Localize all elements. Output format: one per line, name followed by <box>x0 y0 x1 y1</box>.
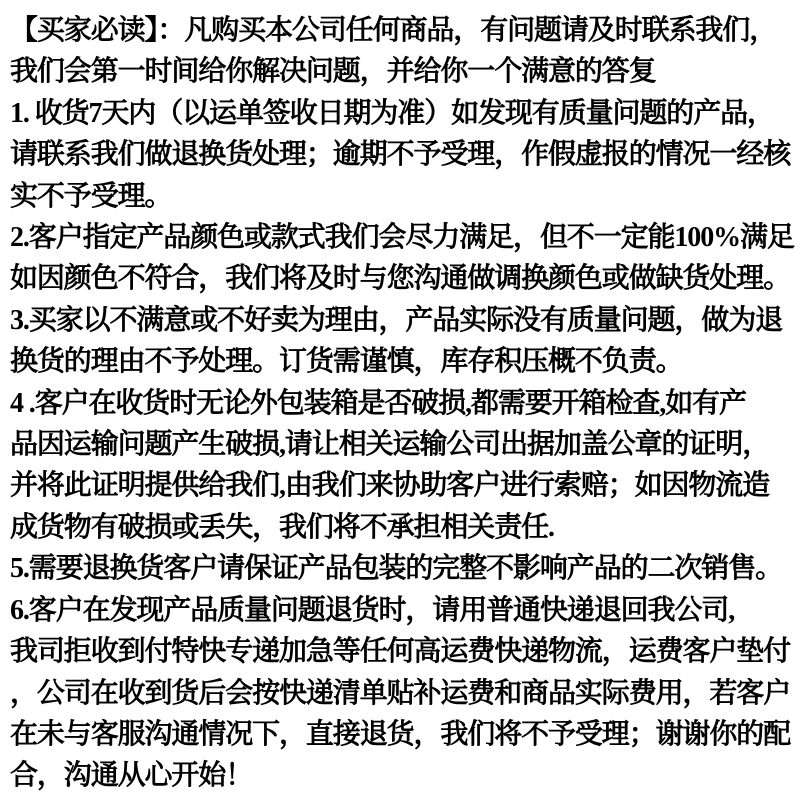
notice-line-item6: 6.客户在发现产品质量问题退货时，请用普通快递退回我公司, <box>10 594 735 626</box>
notice-title-line: 【买家必读】：凡购买本公司任何商品，有问题请及时联系我们， <box>10 15 777 46</box>
notice-line: 成货物有破损或丢失，我们将不承担相关责任. <box>10 511 554 543</box>
notice-line-item1: 1. 收货7天内（以运单签收日期为准）如发现有质量问题的产品， <box>10 97 774 129</box>
notice-line: 如因颜色不符合，我们将及时与您沟通做调换颜色或做缺货处理。 <box>10 263 791 295</box>
notice-line: 请联系我们做退换货处理；逾期不予受理，作假虚报的情况一经核 <box>10 139 791 171</box>
notice-line-item2: 2.客户指定产品颜色或款式我们会尽力满足，但不一定能100%满足 <box>10 222 794 254</box>
notice-line: 合，沟通从心开始！ <box>10 760 253 792</box>
notice-line: 在未与客服沟通情况下，直接退货，我们将不予受理；谢谢你的配 <box>10 718 791 750</box>
notice-line-item3: 3.买家以不满意或不好卖为理由，产品实际没有质量问题，做为退 <box>10 304 783 336</box>
notice-line: 我司拒收到付特快专递加急等任何高运费快递物流，运费客户垫付 <box>10 636 791 668</box>
notice-line: ，公司在收到货后会按快递清单贴补运费和商品实际费用，若客户 <box>10 677 791 709</box>
notice-line: 并将此证明提供给我们,由我们来协助客户进行索赔；如因物流造 <box>10 470 770 502</box>
notice-line: 品因运输问题产生破损,请让相关运输公司出据加盖公章的证明， <box>10 429 770 461</box>
notice-line: 换货的理由不予处理。订货需谨慎，库存积压概不负责。 <box>10 346 683 378</box>
notice-line-item4: 4 .客户在收货时无论外包装箱是否破损,都需要开箱检查,如有产 <box>10 387 746 419</box>
notice-line-item5: 5.需要退换货客户请保证产品包装的完整不影响产品的二次销售。 <box>10 553 783 585</box>
notice-line: 我们会第一时间给你解决问题，并给你一个满意的答复 <box>10 56 656 88</box>
notice-line: 实不予受理。 <box>10 180 172 212</box>
